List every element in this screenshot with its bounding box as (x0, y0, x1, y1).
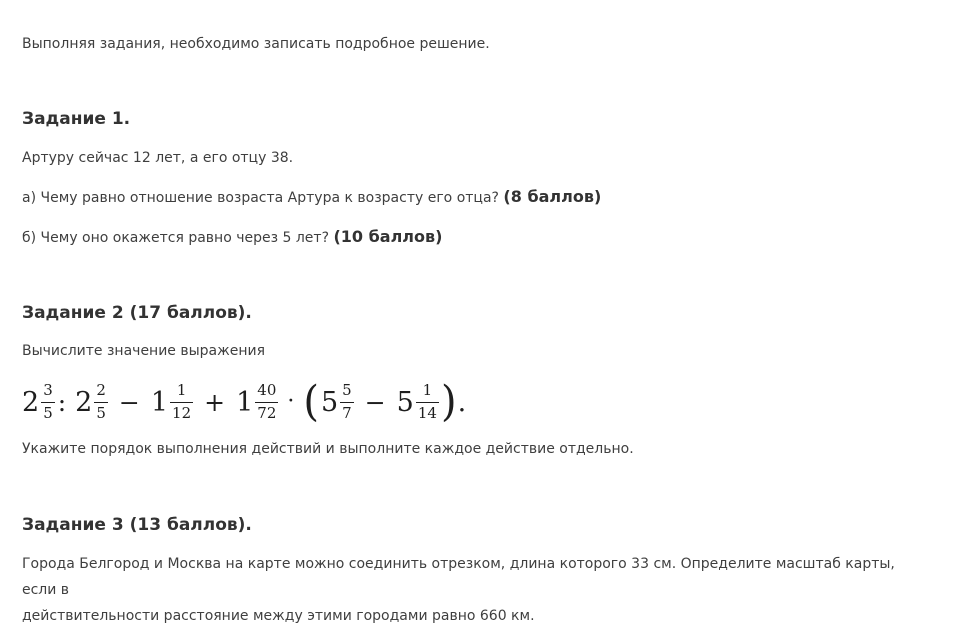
whole-part: 5 (320, 386, 339, 418)
operator-plus: + (204, 387, 226, 417)
operator-divide: : (57, 387, 67, 417)
fraction (41, 382, 55, 422)
fraction (340, 382, 354, 422)
denominator: 72 (257, 403, 277, 422)
denominator: 14 (417, 403, 437, 422)
fraction (170, 382, 193, 422)
right-parenthesis: ) (440, 377, 457, 427)
expression-period: . (457, 386, 467, 418)
whole-part: 1 (150, 386, 169, 418)
task1-part-a-points: (8 баллов) (503, 187, 602, 206)
fraction (94, 382, 108, 422)
task1-title: Задание 1. (22, 109, 131, 129)
task1-part-a (22, 187, 601, 206)
task2-title: Задание 2 (17 баллов). (22, 303, 252, 323)
denominator: 5 (96, 403, 106, 422)
numerator: 1 (422, 381, 433, 400)
task3-line-2: действительности расстояние между этими городами равно 660 км. (22, 608, 535, 624)
numerator: 40 (257, 381, 277, 400)
math-expression (22, 372, 466, 432)
intro-text: Выполняя задания, необходимо записать подробное решение. (22, 36, 490, 52)
denominator: 7 (342, 403, 352, 422)
numerator: 5 (342, 381, 352, 400)
numerator: 3 (43, 381, 53, 400)
mixed-number-6 (397, 382, 439, 422)
mixed-number-1 (22, 382, 55, 422)
mixed-number-5 (321, 382, 354, 422)
task1-part-b-text: б) Чему оно окажется равно через 5 лет? (22, 230, 330, 246)
task3-line-1: Города Белгород и Москва на карте можно соединить отрезком, длина которого 33 см. Определите масштаб карты, если в (22, 556, 895, 598)
fraction (416, 382, 439, 422)
whole-part: 5 (396, 386, 414, 418)
whole-part: 2 (22, 386, 40, 418)
whole-part: 1 (236, 386, 254, 418)
left-parenthesis: ( (303, 377, 319, 427)
task3-title: Задание 3 (13 баллов). (22, 515, 252, 535)
task3-text (22, 551, 922, 629)
operator-minus: − (118, 387, 140, 417)
mixed-number-4 (236, 382, 278, 422)
fraction (255, 382, 278, 422)
operator-multiply: · (287, 389, 295, 414)
mixed-number-3 (151, 382, 193, 422)
task1-part-a-text: а) Чему равно отношение возраста Артура к возрасту его отца? (22, 190, 499, 206)
whole-part: 2 (75, 386, 93, 418)
task1-condition: Артуру сейчас 12 лет, а его отцу 38. (22, 150, 294, 166)
mixed-number-2 (75, 382, 108, 422)
task2-instruction: Укажите порядок выполнения действий и выполните каждое действие отдельно. (22, 441, 634, 457)
task1-part-b (22, 227, 442, 246)
numerator: 2 (96, 381, 106, 400)
task2-prompt: Вычислите значение выражения (22, 343, 266, 359)
operator-minus: − (364, 387, 386, 417)
denominator: 5 (43, 403, 53, 422)
denominator: 12 (172, 403, 192, 422)
task1-part-b-points: (10 баллов) (333, 227, 443, 246)
numerator: 1 (176, 381, 187, 400)
